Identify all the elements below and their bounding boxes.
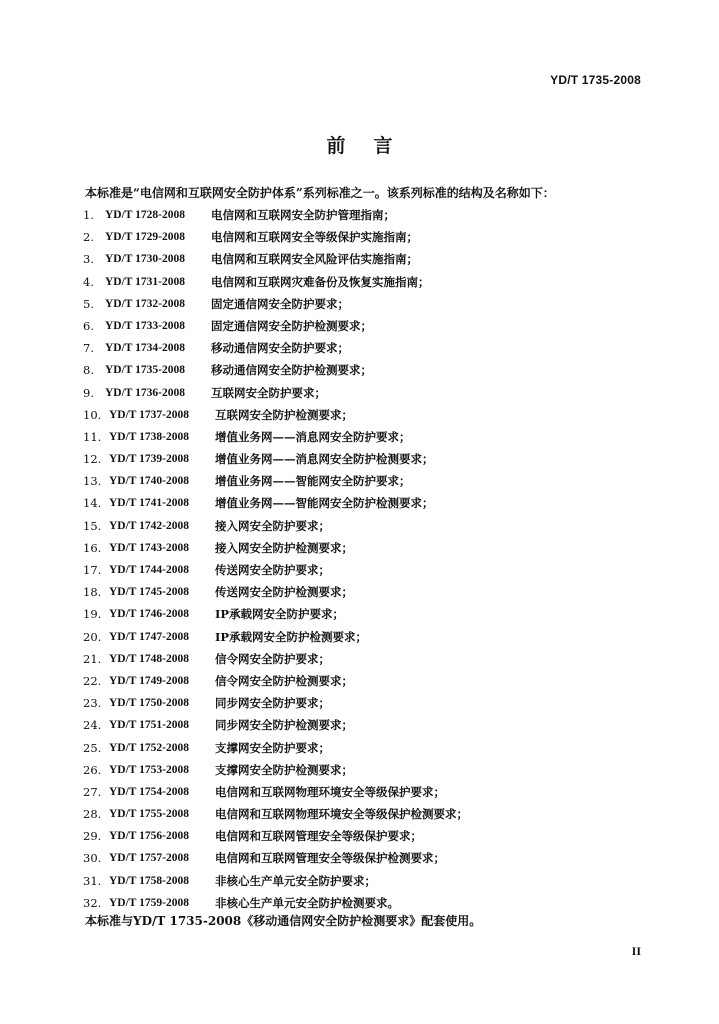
- list-item: [83, 248, 468, 270]
- item-name: 固定通信网安全防护检测要求；: [211, 318, 372, 333]
- item-code: YD/T 1752-2008: [109, 741, 189, 754]
- item-number: 5.: [83, 296, 94, 311]
- item-number: 17.: [83, 563, 102, 577]
- item-number: 23.: [83, 696, 102, 711]
- item-name: 电信网和互联网管理安全等级保护要求；: [215, 829, 422, 844]
- item-code: YD/T 1731-2008: [105, 275, 185, 288]
- list-item: [83, 759, 468, 781]
- list-item: [83, 271, 468, 293]
- item-number: 15.: [83, 518, 102, 533]
- list-item: [83, 226, 468, 248]
- list-item: [83, 803, 468, 825]
- item-name: 固定通信网安全防护要求；: [211, 296, 349, 311]
- document-code-header: YD/T 1735-2008: [550, 73, 641, 87]
- item-number: 1.: [83, 208, 94, 222]
- item-code: YD/T 1751-2008: [109, 719, 189, 732]
- item-name: 移动通信网安全防护要求；: [211, 341, 349, 356]
- item-name: 增值业务网——消息网安全防护检测要求；: [215, 452, 434, 467]
- item-name: 互联网安全防护检测要求；: [215, 407, 353, 422]
- item-name: 接入网安全防护检测要求；: [215, 540, 353, 555]
- item-name: 非核心生产单元安全防护检测要求。: [215, 895, 399, 910]
- item-name: 电信网和互联网物理环境安全等级保护检测要求；: [215, 807, 468, 822]
- list-item: [83, 470, 468, 492]
- item-code: YD/T 1740-2008: [109, 475, 189, 488]
- item-name: 支撑网安全防护检测要求；: [215, 762, 353, 777]
- item-code: YD/T 1728-2008: [105, 209, 185, 221]
- item-name: 支撑网安全防护要求；: [215, 740, 330, 755]
- item-code: YD/T 1759-2008: [109, 896, 189, 909]
- item-name: 电信网和互联网管理安全等级保护检测要求；: [215, 851, 445, 866]
- list-item: [83, 426, 468, 448]
- list-item: [83, 492, 468, 514]
- item-code: YD/T 1730-2008: [105, 253, 185, 266]
- list-item: [83, 692, 468, 714]
- item-code: YD/T 1749-2008: [109, 674, 189, 687]
- item-number: 3.: [83, 252, 94, 267]
- item-name: IP承载网安全防护要求；: [215, 607, 345, 622]
- list-item: [83, 870, 468, 892]
- item-code: YD/T 1753-2008: [109, 763, 189, 776]
- list-item: [83, 581, 468, 603]
- item-number: 22.: [83, 673, 102, 688]
- item-name: 同步网安全防护检测要求；: [215, 718, 353, 733]
- list-item: [83, 448, 468, 470]
- item-code: YD/T 1732-2008: [105, 297, 185, 310]
- list-item: [83, 404, 468, 426]
- usage-note: 本标准与YD/T 1735-2008《移动通信网安全防护检测要求》配套使用。: [85, 914, 482, 928]
- item-number: 19.: [83, 607, 102, 622]
- item-number: 4.: [83, 274, 94, 289]
- item-name: 增值业务网——智能网安全防护要求；: [215, 474, 411, 489]
- item-name: IP承载网安全防护检测要求；: [215, 629, 368, 644]
- list-item: [83, 204, 468, 226]
- intro-paragraph: 本标准是“电信网和互联网安全防护体系”系列标准之一。该系列标准的结构及名称如下：: [85, 186, 555, 200]
- item-code: YD/T 1758-2008: [109, 874, 189, 887]
- item-name: 电信网和互联网安全防护管理指南；: [211, 208, 395, 222]
- list-item: [83, 559, 468, 581]
- item-number: 10.: [83, 407, 102, 422]
- page-title: 前言: [326, 135, 421, 157]
- item-code: YD/T 1745-2008: [109, 586, 189, 599]
- list-item: [83, 825, 468, 847]
- item-number: 7.: [83, 341, 94, 356]
- item-name: 非核心生产单元安全防护要求；: [215, 873, 376, 888]
- item-name: 增值业务网——消息网安全防护要求；: [215, 429, 411, 444]
- item-name: 同步网安全防护要求；: [215, 696, 330, 711]
- item-number: 20.: [83, 629, 102, 644]
- item-code: YD/T 1756-2008: [109, 830, 189, 843]
- list-item: [83, 537, 468, 559]
- item-number: 2.: [83, 230, 94, 245]
- item-name: 传送网安全防护要求；: [215, 563, 330, 577]
- list-item: [83, 359, 468, 381]
- item-code: YD/T 1750-2008: [109, 697, 189, 710]
- item-number: 6.: [83, 318, 94, 333]
- list-item: [83, 293, 468, 315]
- list-item: [83, 382, 468, 404]
- item-name: 电信网和互联网灾难备份及恢复实施指南；: [211, 274, 430, 289]
- item-number: 30.: [83, 851, 102, 866]
- item-number: 16.: [83, 540, 102, 555]
- item-code: YD/T 1757-2008: [109, 852, 189, 865]
- list-item: [83, 781, 468, 803]
- list-item: [83, 337, 468, 359]
- item-number: 26.: [83, 762, 102, 777]
- item-name: 电信网和互联网物理环境安全等级保护要求；: [215, 784, 445, 799]
- item-code: YD/T 1744-2008: [109, 564, 189, 576]
- list-item: [83, 892, 468, 914]
- item-number: 13.: [83, 474, 102, 489]
- item-name: 传送网安全防护检测要求；: [215, 585, 353, 600]
- item-code: YD/T 1739-2008: [109, 453, 189, 466]
- item-code: YD/T 1736-2008: [105, 386, 185, 399]
- standards-list: [83, 204, 468, 914]
- item-number: 27.: [83, 784, 102, 799]
- item-number: 11.: [83, 429, 102, 444]
- item-name: 增值业务网——智能网安全防护检测要求；: [215, 496, 434, 511]
- item-code: YD/T 1735-2008: [105, 364, 185, 377]
- item-name: 互联网安全防护要求；: [211, 385, 326, 400]
- item-code: YD/T 1738-2008: [109, 430, 189, 443]
- item-number: 21.: [83, 651, 102, 666]
- item-code: YD/T 1754-2008: [109, 785, 189, 798]
- item-code: YD/T 1737-2008: [109, 408, 189, 421]
- item-name: 移动通信网安全防护检测要求；: [211, 363, 372, 378]
- page-number: II: [631, 944, 641, 958]
- item-code: YD/T 1755-2008: [109, 808, 189, 821]
- item-number: 18.: [83, 585, 102, 600]
- item-number: 28.: [83, 807, 102, 822]
- item-number: 9.: [83, 385, 94, 400]
- item-code: YD/T 1741-2008: [109, 497, 189, 510]
- item-number: 25.: [83, 740, 102, 755]
- list-item: [83, 714, 468, 736]
- item-code: YD/T 1734-2008: [105, 342, 185, 355]
- item-number: 31.: [83, 873, 102, 888]
- item-number: 14.: [83, 496, 102, 511]
- item-number: 29.: [83, 829, 102, 844]
- item-number: 32.: [83, 895, 102, 910]
- item-code: YD/T 1733-2008: [105, 319, 185, 332]
- item-code: YD/T 1746-2008: [109, 608, 189, 621]
- item-code: YD/T 1748-2008: [109, 652, 189, 665]
- list-item: [83, 648, 468, 670]
- item-code: YD/T 1747-2008: [109, 630, 189, 643]
- list-item: [83, 737, 468, 759]
- item-number: 8.: [83, 363, 94, 378]
- item-code: YD/T 1743-2008: [109, 541, 189, 554]
- item-code: YD/T 1729-2008: [105, 231, 185, 244]
- item-name: 接入网安全防护要求；: [215, 518, 330, 533]
- list-item: [83, 515, 468, 537]
- list-item: [83, 847, 468, 869]
- item-name: 信令网安全防护检测要求；: [215, 673, 353, 688]
- item-name: 电信网和互联网安全风险评估实施指南；: [211, 252, 418, 267]
- list-item: [83, 670, 468, 692]
- item-name: 信令网安全防护要求；: [215, 651, 330, 666]
- item-number: 12.: [83, 452, 102, 467]
- list-item: [83, 315, 468, 337]
- item-number: 24.: [83, 718, 102, 733]
- item-code: YD/T 1742-2008: [109, 519, 189, 532]
- list-item: [83, 626, 468, 648]
- item-name: 电信网和互联网安全等级保护实施指南；: [211, 230, 418, 245]
- list-item: [83, 603, 468, 625]
